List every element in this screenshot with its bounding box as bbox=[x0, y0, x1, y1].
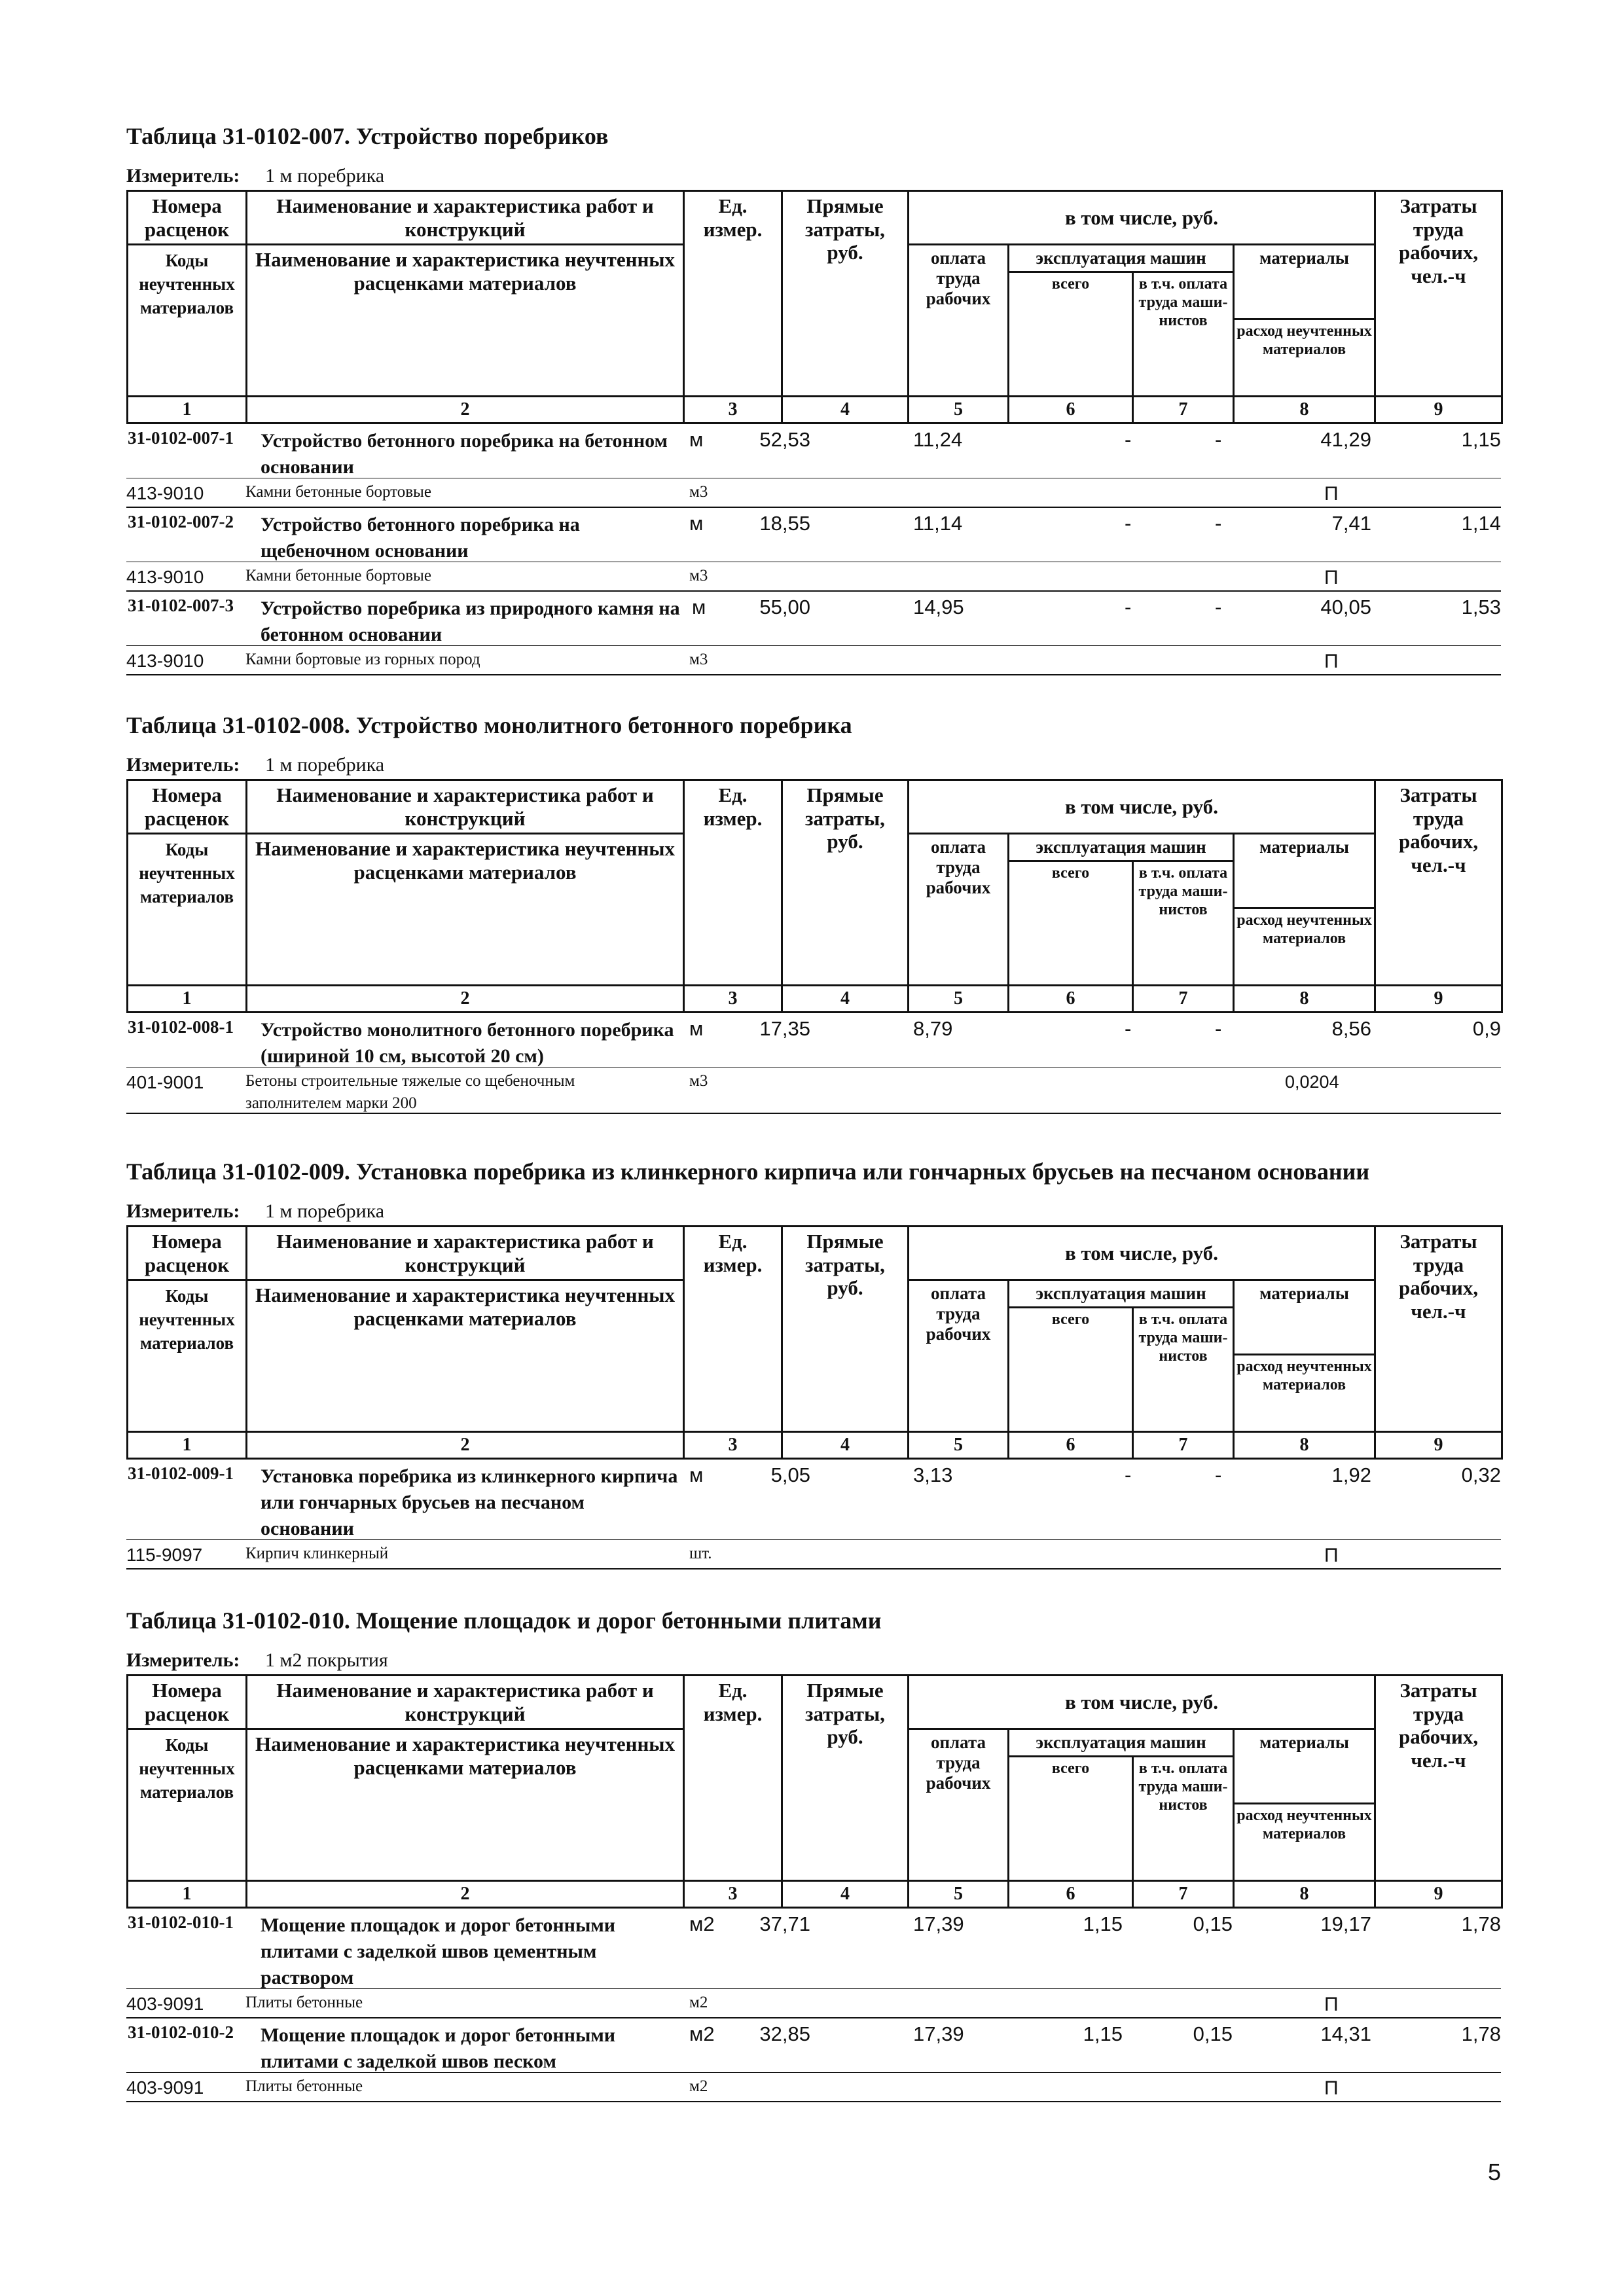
col-header-mat-codes: Коды неучтенных материалов bbox=[128, 245, 247, 397]
col-header-labor: оплата труда рабочих bbox=[909, 245, 1009, 397]
col-header-labor: оплата труда рабочих bbox=[909, 834, 1009, 986]
material-row: 413-9010 Камни бортовые из горных пород м3 П bbox=[126, 651, 1339, 673]
col-header-mach-labor: в т.ч. оплата труда маши-нистов bbox=[1133, 861, 1234, 986]
col-header-labor: оплата труда рабочих bbox=[909, 1280, 1009, 1432]
measure-line: Измеритель: 1 м2 покрытия bbox=[126, 1649, 388, 1671]
col-header-name: Наименование и характеристика работ и конструкций bbox=[247, 1227, 684, 1280]
material-row: 413-9010 Камни бетонные бортовые м3 П bbox=[126, 567, 1339, 589]
col-header-name: Наименование и характеристика работ и конструкций bbox=[247, 1676, 684, 1729]
col-header-direct: Прямые затраты, руб. bbox=[782, 780, 909, 986]
col-header-hours: Затраты труда рабочих, чел.-ч bbox=[1375, 780, 1502, 986]
col-header-name: Наименование и характеристика работ и конструкций bbox=[247, 780, 684, 834]
col-header-incl: в том числе, руб. bbox=[909, 780, 1375, 834]
col-header-hours: Затраты труда рабочих, чел.-ч bbox=[1375, 1676, 1502, 1881]
material-row: 115-9097 Кирпич клинкерный шт. П bbox=[126, 1545, 1339, 1567]
material-row: 403-9091 Плиты бетонные м2 П bbox=[126, 1994, 1339, 2016]
col-header-incl: в том числе, руб. bbox=[909, 1227, 1375, 1280]
col-header-mach-total: всего bbox=[1009, 861, 1133, 986]
material-row: 401-9001 Бетоны строительные тяжелые со щебеночным заполнителем марки 200 м3 0,0204 bbox=[126, 1072, 1339, 1113]
row-divider bbox=[126, 1539, 1501, 1540]
rate-row: 31-0102-010-1 Мощение площадок и дорог бетонными плитами с заделкой швов цементным раствором м2 37,71 17,39 1,15 0,15 19,17 1,78 403-9091 Плиты бетонные м2 П bbox=[126, 1909, 1501, 2018]
col-header-name: Наименование и характеристика работ и конструкций bbox=[247, 191, 684, 245]
table-31-0102-009 bbox=[126, 1152, 1501, 1570]
row-divider bbox=[126, 645, 1501, 646]
col-header-mach-labor: в т.ч. оплата труда маши-нистов bbox=[1133, 1757, 1234, 1881]
col-header-mach-total: всего bbox=[1009, 272, 1133, 397]
col-header-mat-name: Наименование и характеристика неучтенных расценками материалов bbox=[247, 834, 684, 986]
material-row: 413-9010 Камни бетонные бортовые м3 П bbox=[126, 483, 1339, 505]
col-header-hours: Затраты труда рабочих, чел.-ч bbox=[1375, 191, 1502, 397]
col-header-materials: материалы bbox=[1234, 834, 1375, 908]
col-header-unit: Ед. измер. bbox=[684, 1227, 782, 1432]
row-divider bbox=[126, 1988, 1501, 1989]
table-header bbox=[126, 1225, 1503, 1460]
rate-row: 31-0102-007-2 Устройство бетонного поребрика на щебеночном основании м 18,55 11,14 - - 7,41 1,14 413-9010 Камни бетонные бортовые м3 П bbox=[126, 508, 1501, 592]
rate-row: 31-0102-010-2 Мощение площадок и дорог бетонными плитами с заделкой швов песком м2 32,85 17,39 1,15 0,15 14,31 1,78 403-9091 Плиты бетонные м2 П bbox=[126, 2018, 1501, 2102]
col-header-machines: эксплуатация машин bbox=[1009, 834, 1234, 861]
col-header-codes: Номера расценок bbox=[128, 191, 247, 245]
col-header-unit: Ед. измер. bbox=[684, 191, 782, 397]
col-header-machines: эксплуатация машин bbox=[1009, 1280, 1234, 1308]
table-header bbox=[126, 1674, 1503, 1909]
rate-row: 31-0102-009-1 Установка поребрика из клинкерного кирпича или гончарных брусьев на песчаном основании м 5,05 3,13 - - 1,92 0,32 115-9097 Кирпич клинкерный шт. П bbox=[126, 1460, 1501, 1570]
col-header-mach-total: всего bbox=[1009, 1757, 1133, 1881]
col-header-consumption: расход неучтенных материалов bbox=[1234, 1355, 1375, 1432]
table-31-0102-007 bbox=[126, 117, 1501, 675]
column-numbers-row: 1 2 3 4 5 6 7 8 9 bbox=[128, 1432, 1502, 1459]
table-header bbox=[126, 190, 1503, 424]
table-header bbox=[126, 779, 1503, 1013]
col-header-incl: в том числе, руб. bbox=[909, 1676, 1375, 1729]
col-header-consumption: расход неучтенных материалов bbox=[1234, 908, 1375, 986]
col-header-mach-total: всего bbox=[1009, 1308, 1133, 1432]
table-31-0102-008 bbox=[126, 706, 1501, 1114]
col-header-direct: Прямые затраты, руб. bbox=[782, 1676, 909, 1881]
header-slot bbox=[126, 779, 1501, 1013]
col-header-mat-codes: Коды неучтенных материалов bbox=[128, 1280, 247, 1432]
col-header-codes: Номера расценок bbox=[128, 1676, 247, 1729]
table-31-0102-010 bbox=[126, 1601, 1501, 2102]
measure-line: Измеритель: 1 м поребрика bbox=[126, 165, 385, 187]
col-header-codes: Номера расценок bbox=[128, 1227, 247, 1280]
col-header-mat-name: Наименование и характеристика неучтенных расценками материалов bbox=[247, 245, 684, 397]
col-header-codes: Номера расценок bbox=[128, 780, 247, 834]
header-slot bbox=[126, 190, 1501, 424]
header-slot bbox=[126, 1674, 1501, 1909]
col-header-direct: Прямые затраты, руб. bbox=[782, 1227, 909, 1432]
measure-line: Измеритель: 1 м поребрика bbox=[126, 1200, 385, 1222]
table-title: Таблица 31-0102-010. Мощение площадок и дорог бетонными плитами bbox=[126, 1607, 882, 1634]
measure-line: Измеритель: 1 м поребрика bbox=[126, 754, 385, 776]
page-number: 5 bbox=[1487, 2159, 1501, 2185]
col-header-labor: оплата труда рабочих bbox=[909, 1729, 1009, 1881]
col-header-consumption: расход неучтенных материалов bbox=[1234, 319, 1375, 397]
col-header-mach-labor: в т.ч. оплата труда маши-нистов bbox=[1133, 272, 1234, 397]
material-row: 403-9091 Плиты бетонные м2 П bbox=[126, 2077, 1339, 2100]
column-numbers-row: 1 2 3 4 5 6 7 8 9 bbox=[128, 1881, 1502, 1908]
col-header-machines: эксплуатация машин bbox=[1009, 1729, 1234, 1757]
col-header-unit: Ед. измер. bbox=[684, 780, 782, 986]
column-numbers-row: 1 2 3 4 5 6 7 8 9 bbox=[128, 986, 1502, 1013]
rate-row: 31-0102-007-3 Устройство поребрика из природного камня на бетонном основании м 55,00 14,95 - - 40,05 1,53 413-9010 Камни бортовые из горных пород м3 П bbox=[126, 592, 1501, 675]
table-title: Таблица 31-0102-008. Устройство монолитного бетонного поребрика bbox=[126, 712, 852, 738]
col-header-materials: материалы bbox=[1234, 1729, 1375, 1804]
table-title: Таблица 31-0102-007. Устройство поребриков bbox=[126, 123, 609, 149]
col-header-mat-codes: Коды неучтенных материалов bbox=[128, 834, 247, 986]
col-header-direct: Прямые затраты, руб. bbox=[782, 191, 909, 397]
column-numbers-row: 1 2 3 4 5 6 7 8 9 bbox=[128, 397, 1502, 423]
col-header-mat-codes: Коды неучтенных материалов bbox=[128, 1729, 247, 1881]
rate-row: 31-0102-008-1 Устройство монолитного бетонного поребрика (шириной 10 см, высотой 20 см) м 17,35 8,79 - - 8,56 0,9 401-9001 Бетоны строительные тяжелые со щебеночным заполнителем марки 200 м3 0,0204 bbox=[126, 1013, 1501, 1114]
col-header-consumption: расход неучтенных материалов bbox=[1234, 1804, 1375, 1881]
rate-row: 31-0102-007-1 Устройство бетонного поребрика на бетонном основании м 52,53 11,24 - - 41,29 1,15 413-9010 Камни бетонные бортовые м3 П bbox=[126, 424, 1501, 508]
col-header-hours: Затраты труда рабочих, чел.-ч bbox=[1375, 1227, 1502, 1432]
header-slot bbox=[126, 1225, 1501, 1460]
col-header-incl: в том числе, руб. bbox=[909, 191, 1375, 245]
table-title: Таблица 31-0102-009. Установка поребрика из клинкерного кирпича или гончарных брусьев на песчаном основании bbox=[126, 1158, 1370, 1185]
row-divider bbox=[126, 2072, 1501, 2073]
col-header-machines: эксплуатация машин bbox=[1009, 245, 1234, 272]
col-header-mach-labor: в т.ч. оплата труда маши-нистов bbox=[1133, 1308, 1234, 1432]
col-header-mat-name: Наименование и характеристика неучтенных расценками материалов bbox=[247, 1280, 684, 1432]
col-header-mat-name: Наименование и характеристика неучтенных расценками материалов bbox=[247, 1729, 684, 1881]
col-header-materials: материалы bbox=[1234, 245, 1375, 319]
col-header-materials: материалы bbox=[1234, 1280, 1375, 1355]
col-header-unit: Ед. измер. bbox=[684, 1676, 782, 1881]
